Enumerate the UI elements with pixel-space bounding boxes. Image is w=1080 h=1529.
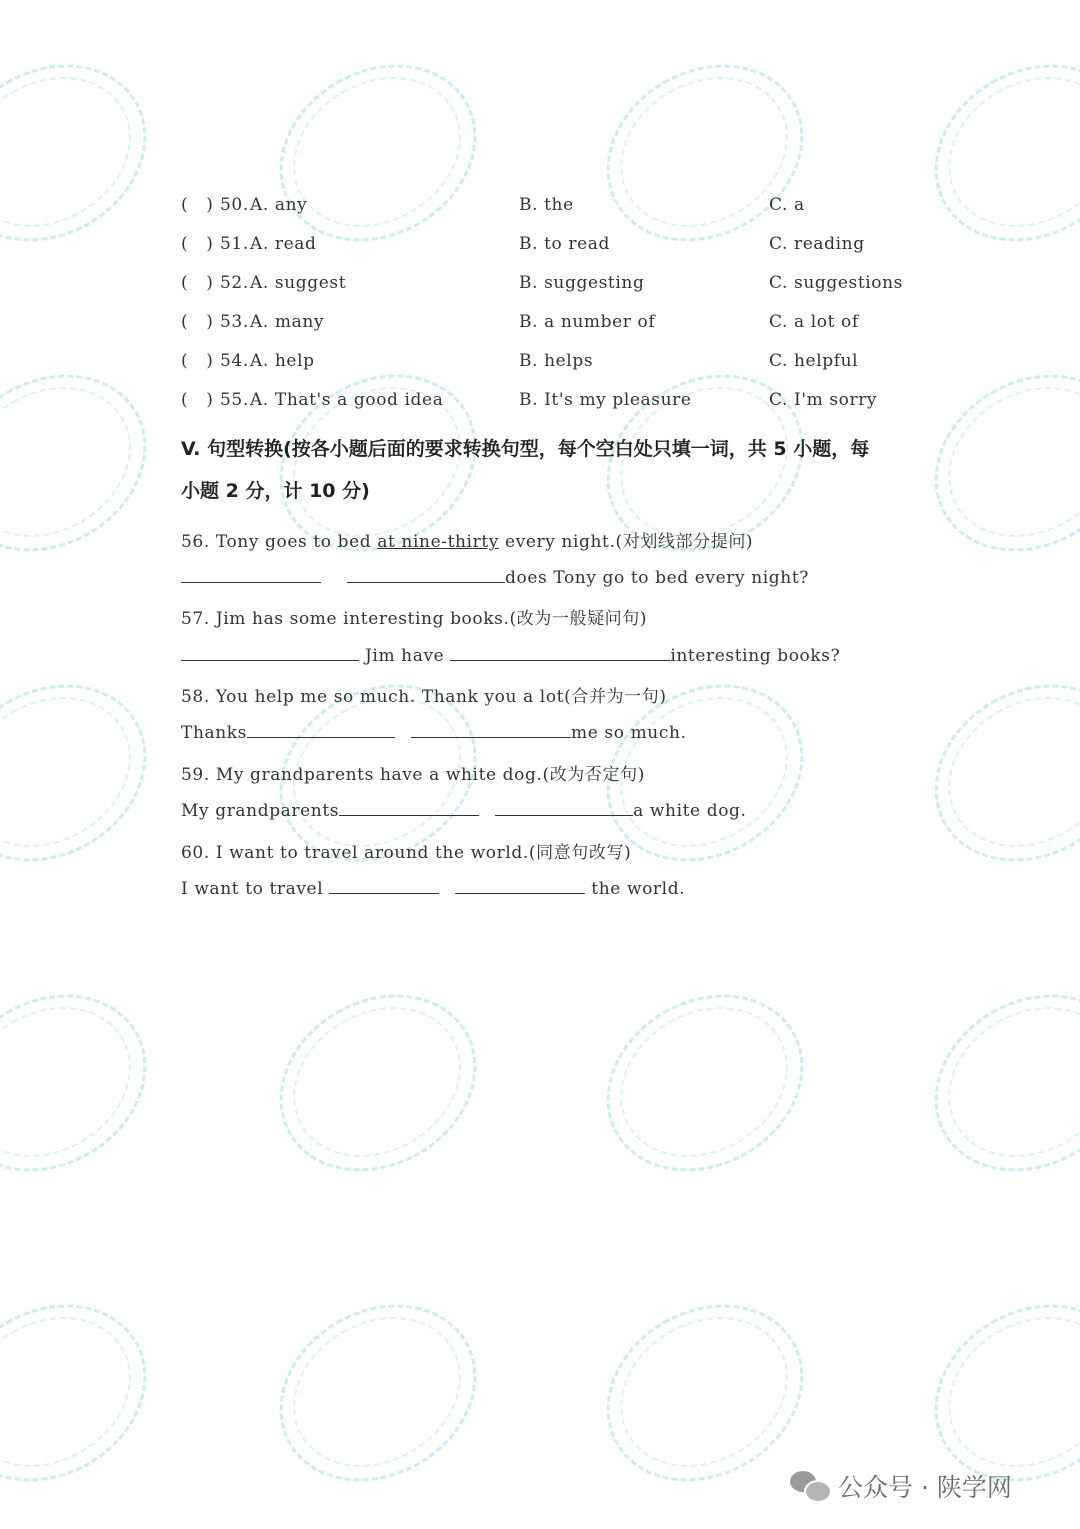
answer-text: Thanks [181, 723, 247, 743]
question-60: 60. I want to travel around the world.(同意句改写) [181, 843, 632, 863]
option-a: A. suggest [250, 273, 347, 293]
option-b: B. the [519, 195, 574, 215]
option-a: A. help [250, 351, 315, 371]
answer-paren: ( ) [181, 351, 214, 371]
question-number: 54. [220, 351, 249, 371]
option-b: B. It's my pleasure [519, 390, 692, 410]
answer-58 [181, 721, 687, 743]
answer-blank[interactable] [339, 799, 479, 816]
answer-blank[interactable] [181, 566, 321, 583]
question-number: 55. [220, 390, 249, 410]
question-number: 52. [220, 273, 249, 293]
option-c: C. reading [769, 234, 865, 254]
option-b: B. helps [519, 351, 594, 371]
option-c: C. suggestions [769, 273, 904, 293]
footer-attribution [790, 1468, 1012, 1504]
option-b: B. suggesting [519, 273, 645, 293]
option-c: C. a lot of [769, 312, 859, 332]
answer-paren: ( ) [181, 234, 214, 254]
answer-blank[interactable] [329, 877, 439, 894]
question-58: 58. You help me so much. Thank you a lot(合并为一句) [181, 687, 667, 707]
question-instruction: every night.(对划线部分提问) [498, 532, 754, 552]
answer-paren: ( ) [181, 195, 214, 215]
answer-60 [181, 877, 685, 899]
underlined-phrase: at nine-thirty [377, 532, 499, 552]
question-57: 57. Jim has some interesting books.(改为一般疑问句) [181, 609, 648, 629]
answer-57 [181, 644, 840, 666]
answer-blank[interactable] [181, 644, 359, 661]
answer-blank[interactable] [347, 566, 505, 583]
answer-blank[interactable] [495, 799, 633, 816]
option-a: A. many [250, 312, 325, 332]
option-b: B. a number of [519, 312, 656, 332]
question-number: 50. [220, 195, 249, 215]
answer-paren: ( ) [181, 390, 214, 410]
answer-56 [181, 566, 809, 588]
question-56 [181, 527, 753, 552]
answer-59 [181, 799, 747, 821]
option-a: A. That's a good idea [250, 390, 444, 410]
option-a: A. read [250, 234, 317, 254]
option-c: C. a [769, 195, 805, 215]
answer-text: the world. [585, 879, 686, 899]
option-c: C. helpful [769, 351, 859, 371]
question-text: 56. Tony goes to bed [181, 532, 378, 552]
footer-text: 公众号 · 陕学网 [838, 1473, 1012, 1502]
wechat-icon [790, 1469, 830, 1503]
section-heading-line1: V. 句型转换(按各小题后面的要求转换句型，每个空白处只填一词，共 5 小题，每 [181, 438, 870, 460]
question-number: 53. [220, 312, 249, 332]
question-59: 59. My grandparents have a white dog.(改为否定句) [181, 765, 645, 785]
answer-blank[interactable] [411, 721, 571, 738]
answer-text: me so much. [571, 723, 687, 743]
answer-blank[interactable] [455, 877, 585, 894]
question-number: 51. [220, 234, 249, 254]
answer-paren: ( ) [181, 273, 214, 293]
answer-text: interesting books? [670, 646, 841, 666]
answer-text: I want to travel [181, 879, 330, 899]
option-a: A. any [250, 195, 308, 215]
answer-paren: ( ) [181, 312, 214, 332]
answer-text: My grandparents [181, 801, 340, 821]
answer-text: Jim have [359, 646, 451, 666]
option-c: C. I'm sorry [769, 390, 878, 410]
section-heading-line2: 小题 2 分，计 10 分) [181, 480, 370, 502]
answer-blank[interactable] [450, 644, 670, 661]
answer-blank[interactable] [247, 721, 395, 738]
answer-text: a white dog. [633, 801, 747, 821]
option-b: B. to read [519, 234, 610, 254]
answer-text: does Tony go to bed every night? [505, 568, 809, 588]
